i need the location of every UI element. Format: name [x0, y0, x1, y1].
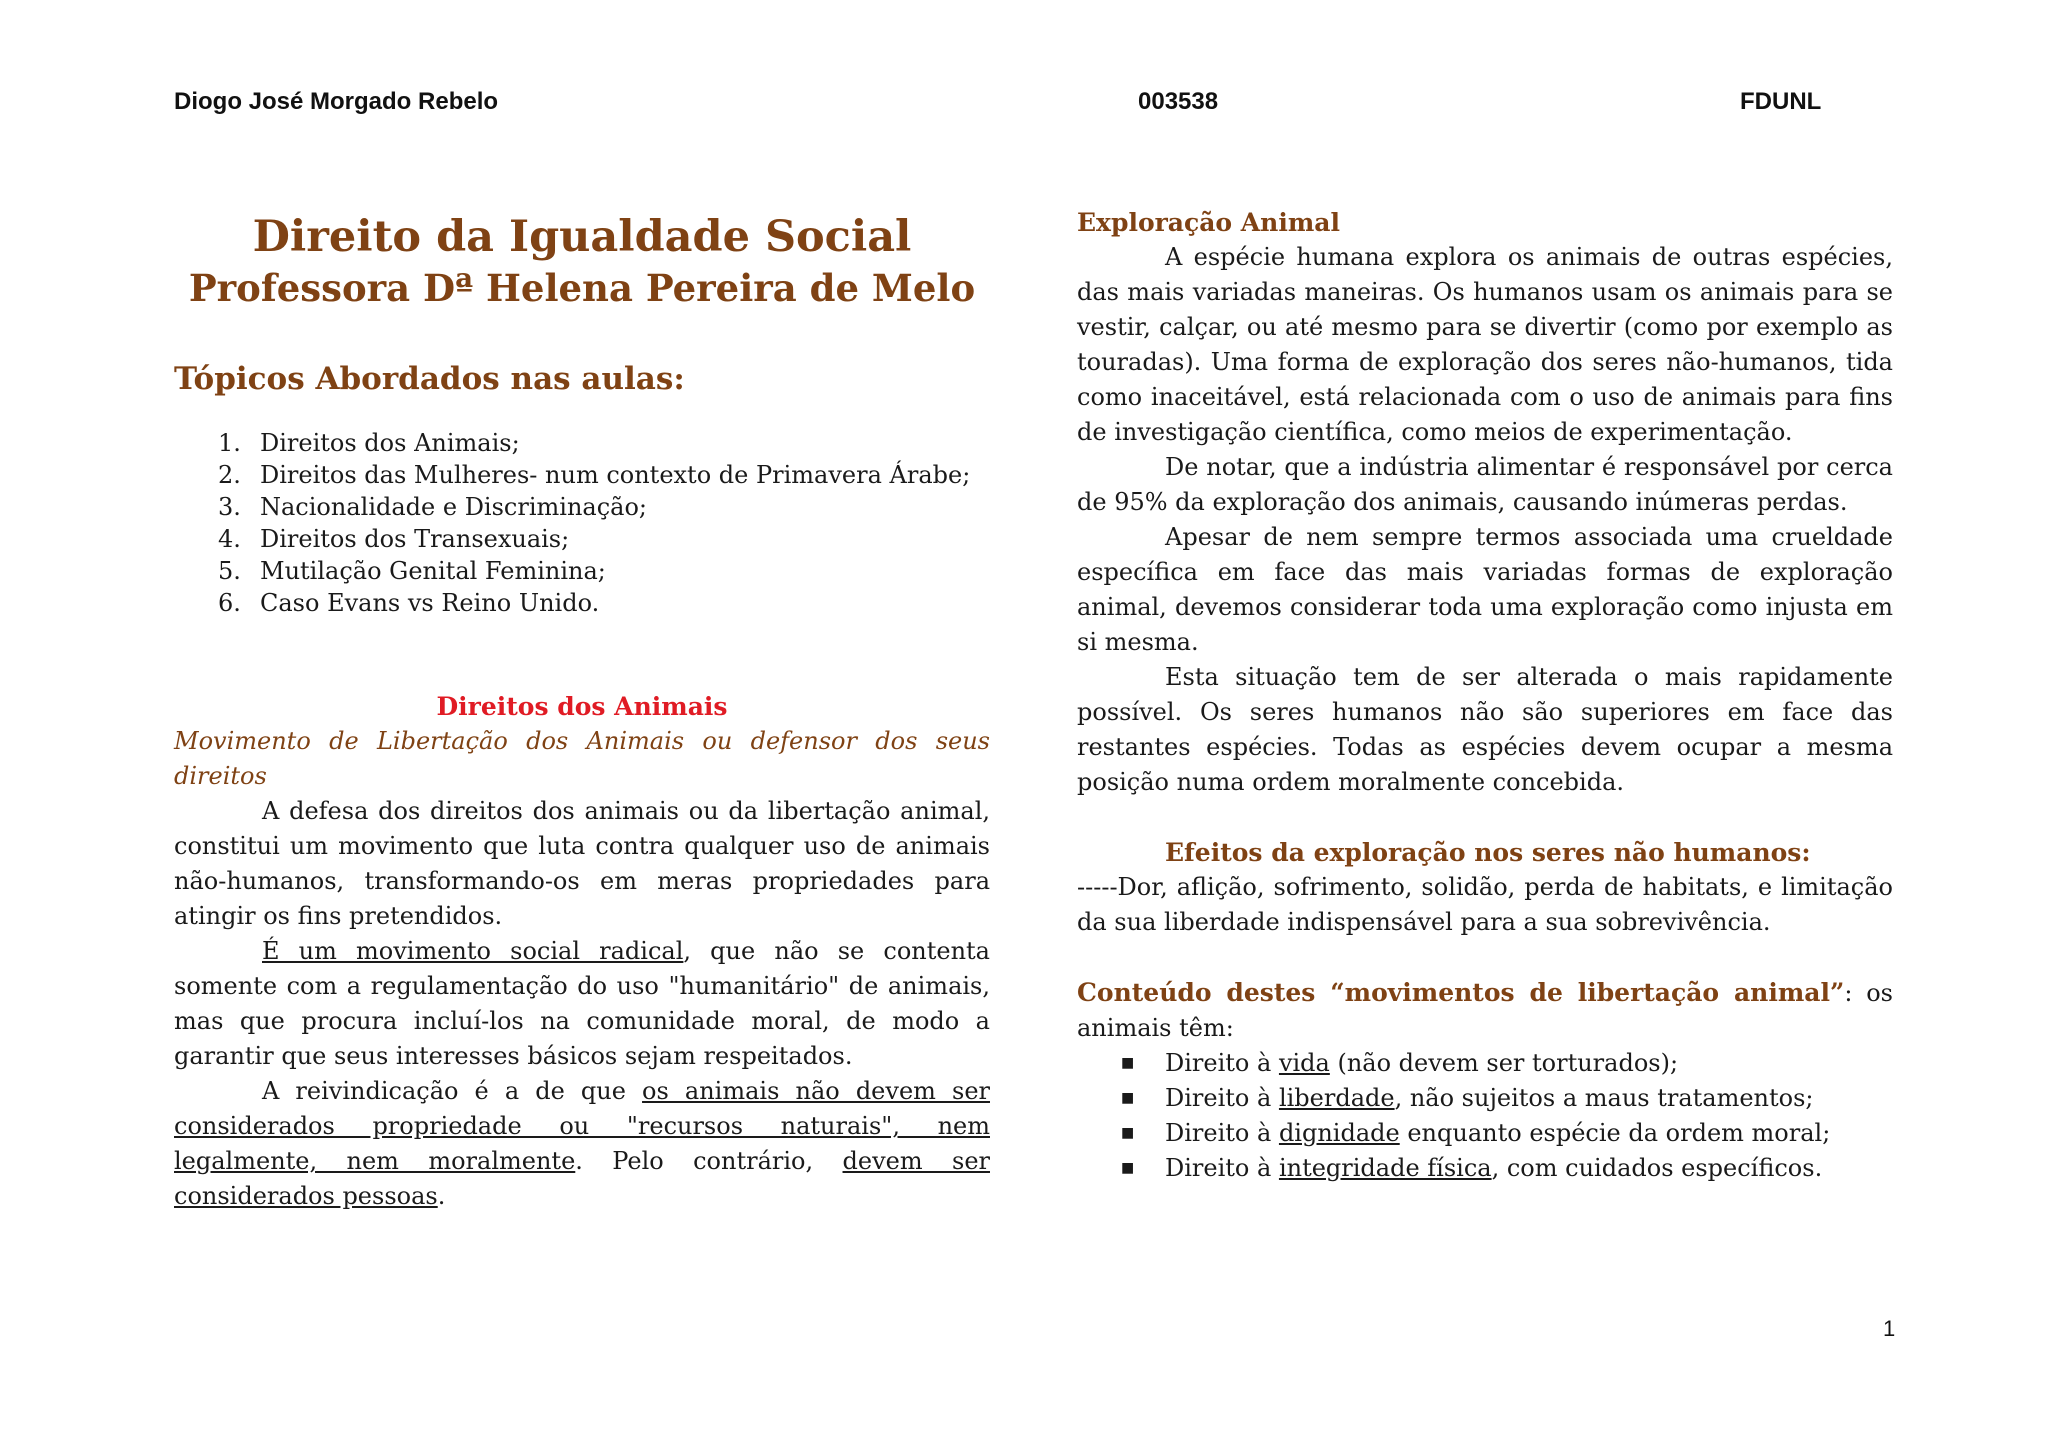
animals-paragraph-1: A defesa dos direitos dos animais ou da libertação animal, constitui um movimento que luta contra qualquer uso de animais não-humanos, transformando-os em meras propriedades para atingir os fins pretendidos. — [174, 797, 990, 930]
exploration-paragraph-1: A espécie humana explora os animais de outras espécies, das mais variadas maneiras. Os humanos usam os animais para se vestir, calçar, ou até mesmo para se divertir (como por exemplo as touradas). Uma forma de exploração dos seres não-humanos, tida como inaceitável, está relacionada com o uso de animais para fins de investigação científica, como meios de experimentação. — [1077, 243, 1893, 446]
animals-rights-heading: Direitos dos Animais — [436, 692, 728, 721]
animals-paragraph-3: A reivindicação é a de que os animais não devem ser considerados propriedade ou "recursos naturais", nem legalmente, nem moralmente. Pelo contrário, devem ser considerados pessoas. — [174, 1077, 990, 1210]
square-bullet-icon: ■ — [1121, 1055, 1135, 1071]
square-bullet-icon: ■ — [1121, 1090, 1135, 1106]
exploration-paragraph-2: De notar, que a indústria alimentar é responsável por cerca de 95% da exploração dos animais, causando inúmeras perdas. — [1077, 453, 1893, 516]
animals-subheading-cont: direitos — [174, 762, 267, 790]
left-column — [174, 205, 990, 1214]
page-number: 1 — [1883, 1316, 1896, 1341]
list-item: 4. Direitos dos Transexuais; — [218, 525, 570, 553]
list-item: ■ Direito à vida (não devem ser torturados); — [1121, 1046, 1893, 1081]
document-title: Direito da Igualdade Social — [252, 212, 912, 262]
topics-heading: Tópicos Abordados nas aulas: — [174, 361, 685, 397]
exploration-heading: Exploração Animal — [1077, 208, 1341, 237]
list-item: ■ Direito à integridade física, com cuidados específicos. — [1121, 1151, 1893, 1186]
animals-paragraph-2: É um movimento social radical, que não se contenta somente com a regulamentação do uso "humanitário" de animais, mas que procura incluí-los na comunidade moral, de modo a garantir que seus interesses básicos sejam respeitados. — [174, 937, 990, 1070]
list-item: ■ Direito à liberdade, não sujeitos a maus tratamentos; — [1121, 1081, 1893, 1116]
list-item: 5. Mutilação Genital Feminina; — [218, 557, 606, 585]
animals-subheading: Movimento de Libertação dos Animais ou defensor dos seus — [174, 727, 990, 755]
exploration-paragraph-4: Esta situação tem de ser alterada o mais rapidamente possível. Os seres humanos não são superiores em face das restantes espécies. Todas as espécies devem ocupar a mesma posição numa ordem moralmente concebida. — [1077, 663, 1893, 796]
effects-heading: Efeitos da exploração nos seres não humanos: — [1165, 838, 1811, 867]
header-student-id: 003538 — [1138, 88, 1219, 115]
list-item: 2. Direitos das Mulheres- num contexto de Primavera Árabe; — [218, 461, 971, 489]
document-subtitle: Professora Dª Helena Pereira de Melo — [188, 266, 976, 310]
rights-list — [1077, 1046, 1893, 1186]
list-item: 3. Nacionalidade e Discriminação; — [218, 493, 647, 521]
list-item: 6. Caso Evans vs Reino Unido. — [218, 589, 600, 617]
list-item: ■ Direito à dignidade enquanto espécie da ordem moral; — [1121, 1116, 1893, 1151]
header-author: Diogo José Morgado Rebelo — [174, 88, 499, 115]
header-institution: FDUNL — [1740, 88, 1822, 115]
exploration-paragraph-3: Apesar de nem sempre termos associada uma crueldade específica em face das mais variadas formas de exploração animal, devemos considerar toda uma exploração como injusta em si mesma. — [1077, 523, 1893, 656]
effects-text: -----Dor, aflição, sofrimento, solidão, perda de habitats, e limitação da sua liberdade indispensável para a sua sobrevivência. — [1077, 873, 1893, 936]
square-bullet-icon: ■ — [1121, 1160, 1135, 1176]
right-column — [1077, 205, 1893, 1186]
topics-list — [218, 427, 990, 619]
content-heading: Conteúdo destes “movimentos de libertação animal” — [1077, 978, 1845, 1007]
square-bullet-icon: ■ — [1121, 1125, 1135, 1141]
content-paragraph: Conteúdo destes “movimentos de libertação animal”: os animais têm: — [1077, 978, 1893, 1042]
list-item: 1. Direitos dos Animais; — [218, 429, 520, 457]
